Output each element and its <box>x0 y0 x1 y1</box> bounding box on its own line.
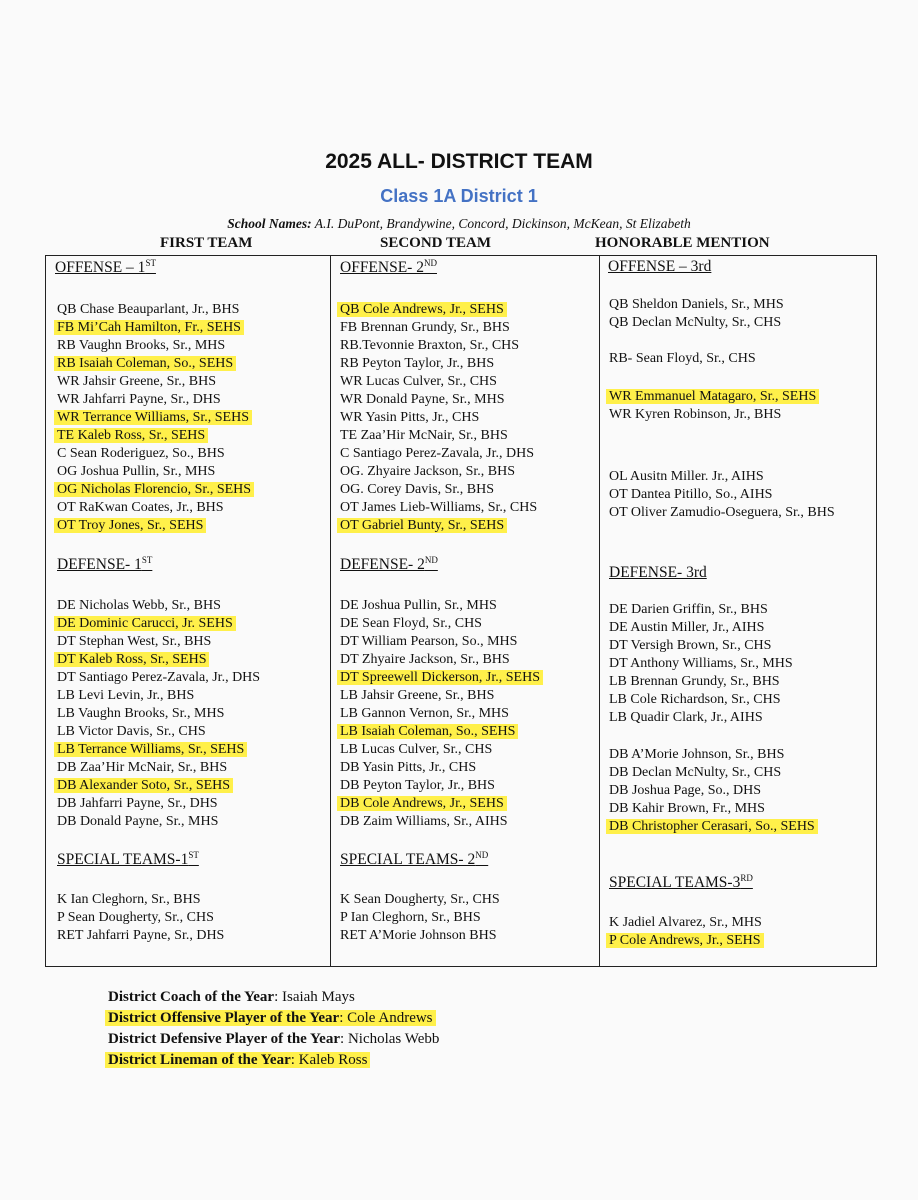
player-name: DE Sean Floyd, Sr., CHS <box>340 616 482 631</box>
player-entry <box>609 691 793 709</box>
player-entry <box>340 741 543 759</box>
player-name: DB Declan McNulty, Sr., CHS <box>609 765 782 780</box>
player-name-highlighted: WR Terrance Williams, Sr., SEHS <box>54 410 252 425</box>
player-entry <box>340 615 543 633</box>
player-name-highlighted: OG Nicholas Florencio, Sr., SEHS <box>54 482 254 497</box>
list-special-3rd <box>609 914 764 950</box>
player-name: WR Lucas Culver, Sr., CHS <box>340 374 497 389</box>
player-entry <box>340 759 543 777</box>
player-name: WR Jahsir Greene, Sr., BHS <box>57 374 217 389</box>
player-entry <box>340 319 537 337</box>
player-entry <box>57 891 224 909</box>
player-name: C Sean Roderiguez, So., BHS <box>57 446 225 461</box>
player-entry <box>57 319 254 337</box>
award-highlight: District Offensive Player of the Year: Cole Andrews <box>105 1010 436 1026</box>
player-name: RET Jahfarri Payne, Sr., DHS <box>57 928 225 943</box>
player-name: LB Brennan Grundy, Sr., BHS <box>609 674 780 689</box>
player-entry <box>340 337 537 355</box>
player-entry <box>57 499 254 517</box>
player-entry <box>57 481 254 499</box>
award-highlight: District Defensive Player of the Year: Nicholas Webb <box>108 1031 440 1047</box>
player-name-highlighted: LB Isaiah Coleman, So., SEHS <box>337 724 518 739</box>
player-entry <box>340 355 537 373</box>
player-entry <box>340 777 543 795</box>
player-entry <box>57 373 254 391</box>
player-name: DB Yasin Pitts, Jr., CHS <box>340 760 477 775</box>
list-defense-2nd <box>340 597 543 831</box>
section-special-1st: SPECIAL TEAMS-1ST <box>57 850 199 869</box>
section-offense-3rd: OFFENSE – 3rd <box>608 258 712 275</box>
player-entry <box>57 723 260 741</box>
player-name: OL Ausitn Miller. Jr., AIHS <box>609 469 764 484</box>
player-entry <box>340 391 537 409</box>
awards-list <box>108 987 439 1071</box>
player-entry <box>609 782 818 800</box>
player-entry <box>609 388 819 406</box>
player-entry <box>57 795 260 813</box>
player-name-highlighted: RB Isaiah Coleman, So., SEHS <box>54 356 236 371</box>
player-entry <box>340 633 543 651</box>
player-name: DB Donald Payne, Sr., MHS <box>57 814 219 829</box>
player-entry <box>57 355 254 373</box>
list-offense-1st <box>57 301 254 535</box>
player-entry <box>609 637 793 655</box>
player-entry <box>340 499 537 517</box>
section-offense-2nd: OFFENSE- 2ND <box>340 258 437 277</box>
player-name-highlighted: P Cole Andrews, Jr., SEHS <box>606 933 764 948</box>
award-defensive <box>108 1029 439 1050</box>
player-name: DE Nicholas Webb, Sr., BHS <box>57 598 221 613</box>
player-name: K Sean Dougherty, Sr., CHS <box>340 892 500 907</box>
player-name: LB Lucas Culver, Sr., CHS <box>340 742 493 757</box>
player-name-highlighted: LB Terrance Williams, Sr., SEHS <box>54 742 247 757</box>
player-name-highlighted: OT Troy Jones, Sr., SEHS <box>54 518 206 533</box>
player-name: WR Kyren Robinson, Jr., BHS <box>609 407 782 422</box>
player-name: QB Chase Beauparlant, Jr., BHS <box>57 302 240 317</box>
list-offense-3rd-ol <box>609 468 835 522</box>
player-entry <box>57 615 260 633</box>
player-entry <box>609 619 793 637</box>
school-names-label: School Names: <box>227 216 312 231</box>
player-name-highlighted: FB Mi’Cah Hamilton, Fr., SEHS <box>54 320 244 335</box>
player-entry <box>57 391 254 409</box>
player-entry <box>340 927 500 945</box>
player-name: DT Versigh Brown, Sr., CHS <box>609 638 772 653</box>
list-offense-3rd-qb <box>609 296 784 332</box>
list-special-1st <box>57 891 224 945</box>
player-name: QB Sheldon Daniels, Sr., MHS <box>609 297 784 312</box>
player-entry <box>340 481 537 499</box>
player-name: K Ian Cleghorn, Sr., BHS <box>57 892 201 907</box>
player-name: RB- Sean Floyd, Sr., CHS <box>609 351 756 366</box>
section-offense-1st: OFFENSE – 1ST <box>55 258 156 277</box>
player-name: DB Joshua Page, So., DHS <box>609 783 762 798</box>
player-name-highlighted: DT Spreewell Dickerson, Jr., SEHS <box>337 670 543 685</box>
column-divider <box>599 255 600 967</box>
player-name: DE Austin Miller, Jr., AIHS <box>609 620 765 635</box>
player-entry <box>609 932 764 950</box>
player-name: WR Yasin Pitts, Jr., CHS <box>340 410 480 425</box>
player-name-highlighted: QB Cole Andrews, Jr., SEHS <box>337 302 507 317</box>
player-entry <box>57 517 254 535</box>
player-entry <box>609 314 784 332</box>
award-lineman <box>108 1050 439 1071</box>
player-name: LB Gannon Vernon, Sr., MHS <box>340 706 509 721</box>
player-entry <box>609 764 818 782</box>
player-name: DT Santiago Perez-Zavala, Jr., DHS <box>57 670 261 685</box>
section-defense-2nd: DEFENSE- 2ND <box>340 555 438 574</box>
player-name-highlighted: DE Dominic Carucci, Jr. SEHS <box>54 616 236 631</box>
player-entry <box>340 651 543 669</box>
player-name: DE Joshua Pullin, Sr., MHS <box>340 598 497 613</box>
player-entry <box>57 705 260 723</box>
player-entry <box>609 504 835 522</box>
section-defense-3rd: DEFENSE- 3rd <box>609 564 707 581</box>
list-offense-3rd-wr <box>609 388 819 424</box>
player-entry <box>340 597 543 615</box>
player-name: OT Dantea Pitillo, So., AIHS <box>609 487 773 502</box>
school-names-list: A.I. DuPont, Brandywine, Concord, Dickinson, McKean, St Elizabeth <box>314 216 691 231</box>
player-name: DB Zaa’Hir McNair, Sr., BHS <box>57 760 228 775</box>
player-name: DT Stephan West, Sr., BHS <box>57 634 212 649</box>
player-entry <box>340 909 500 927</box>
player-entry <box>340 427 537 445</box>
player-name: LB Victor Davis, Sr., CHS <box>57 724 206 739</box>
player-entry <box>340 409 537 427</box>
player-name: OT RaKwan Coates, Jr., BHS <box>57 500 224 515</box>
player-name: DB Peyton Taylor, Jr., BHS <box>340 778 495 793</box>
player-name: QB Declan McNulty, Sr., CHS <box>609 315 782 330</box>
player-name: DB Jahfarri Payne, Sr., DHS <box>57 796 218 811</box>
player-name: P Ian Cleghorn, Sr., BHS <box>340 910 481 925</box>
player-entry <box>57 927 224 945</box>
player-name: OG. Zhyaire Jackson, Sr., BHS <box>340 464 515 479</box>
player-name-highlighted: OT Gabriel Bunty, Sr., SEHS <box>337 518 507 533</box>
player-name-highlighted: TE Kaleb Ross, Sr., SEHS <box>54 428 208 443</box>
player-name: LB Jahsir Greene, Sr., BHS <box>340 688 495 703</box>
player-entry <box>609 406 819 424</box>
list-defense-3rd-front <box>609 601 793 727</box>
player-entry <box>57 633 260 651</box>
player-name: DB A’Morie Johnson, Sr., BHS <box>609 747 785 762</box>
player-name: WR Donald Payne, Sr., MHS <box>340 392 505 407</box>
player-entry <box>340 373 537 391</box>
player-entry <box>57 669 260 687</box>
player-entry <box>57 427 254 445</box>
player-name: OT James Lieb-Williams, Sr., CHS <box>340 500 538 515</box>
player-entry <box>609 709 793 727</box>
school-names <box>0 216 918 232</box>
player-entry <box>609 746 818 764</box>
player-entry <box>340 669 543 687</box>
player-entry <box>609 486 835 504</box>
award-coach <box>108 987 439 1008</box>
award-highlight: District Coach of the Year: Isaiah Mays <box>108 989 355 1005</box>
player-entry <box>340 445 537 463</box>
col-head-second: SECOND TEAM <box>380 235 491 251</box>
page-title: 2025 ALL- DISTRICT TEAM <box>325 150 593 173</box>
player-name: FB Brennan Grundy, Sr., BHS <box>340 320 510 335</box>
list-defense-1st <box>57 597 260 831</box>
player-entry <box>609 350 756 368</box>
player-entry <box>57 777 260 795</box>
player-name: C Santiago Perez-Zavala, Jr., DHS <box>340 446 535 461</box>
player-name: LB Vaughn Brooks, Sr., MHS <box>57 706 225 721</box>
player-name-highlighted: DT Kaleb Ross, Sr., SEHS <box>54 652 209 667</box>
player-entry <box>340 301 537 319</box>
player-entry <box>57 651 260 669</box>
player-name: K Jadiel Alvarez, Sr., MHS <box>609 915 762 930</box>
player-name: TE Zaa’Hir McNair, Sr., BHS <box>340 428 508 443</box>
player-entry <box>609 673 793 691</box>
player-name: OT Oliver Zamudio-Oseguera, Sr., BHS <box>609 505 835 520</box>
player-entry <box>609 296 784 314</box>
player-name-highlighted: DB Christopher Cerasari, So., SEHS <box>606 819 818 834</box>
player-entry <box>340 687 543 705</box>
player-name: OG Joshua Pullin, Sr., MHS <box>57 464 216 479</box>
player-entry <box>609 601 793 619</box>
section-defense-1st: DEFENSE- 1ST <box>57 555 153 574</box>
player-entry <box>340 517 537 535</box>
player-name-highlighted: DB Cole Andrews, Jr., SEHS <box>337 796 507 811</box>
player-entry <box>609 655 793 673</box>
player-entry <box>609 914 764 932</box>
player-name-highlighted: WR Emmanuel Matagaro, Sr., SEHS <box>606 389 819 404</box>
player-name: WR Jahfarri Payne, Sr., DHS <box>57 392 221 407</box>
player-entry <box>57 409 254 427</box>
player-entry <box>57 337 254 355</box>
section-special-2nd: SPECIAL TEAMS- 2ND <box>340 850 489 869</box>
section-special-3rd: SPECIAL TEAMS-3RD <box>609 873 753 892</box>
list-defense-3rd-db <box>609 746 818 836</box>
player-entry <box>57 463 254 481</box>
award-highlight: District Lineman of the Year: Kaleb Ross <box>105 1052 370 1068</box>
player-entry <box>57 909 224 927</box>
col-head-honorable: HONORABLE MENTION <box>595 235 770 251</box>
player-name: DB Kahir Brown, Fr., MHS <box>609 801 765 816</box>
player-name: DT William Pearson, So., MHS <box>340 634 518 649</box>
player-entry <box>340 705 543 723</box>
player-name: DB Zaim Williams, Sr., AIHS <box>340 814 508 829</box>
player-entry <box>57 759 260 777</box>
player-entry <box>340 795 543 813</box>
player-entry <box>609 800 818 818</box>
player-entry <box>57 597 260 615</box>
player-name: DT Anthony Williams, Sr., MHS <box>609 656 793 671</box>
page-subtitle: Class 1A District 1 <box>380 186 538 206</box>
player-name: RET A’Morie Johnson BHS <box>340 928 497 943</box>
list-offense-2nd <box>340 301 537 535</box>
player-entry <box>340 891 500 909</box>
list-special-2nd <box>340 891 500 945</box>
player-name: P Sean Dougherty, Sr., CHS <box>57 910 214 925</box>
player-name: DT Zhyaire Jackson, Sr., BHS <box>340 652 510 667</box>
player-entry <box>57 687 260 705</box>
player-entry <box>57 301 254 319</box>
player-name: RB Peyton Taylor, Jr., BHS <box>340 356 495 371</box>
player-entry <box>57 813 260 831</box>
player-name: OG. Corey Davis, Sr., BHS <box>340 482 495 497</box>
col-head-first: FIRST TEAM <box>160 235 253 251</box>
list-offense-3rd-rb <box>609 350 756 368</box>
player-name-highlighted: DB Alexander Soto, Sr., SEHS <box>54 778 233 793</box>
award-offensive <box>108 1008 439 1029</box>
player-entry <box>609 818 818 836</box>
player-entry <box>57 741 260 759</box>
player-name: RB Vaughn Brooks, Sr., MHS <box>57 338 226 353</box>
player-name: RB.Tevonnie Braxton, Sr., CHS <box>340 338 520 353</box>
player-entry <box>340 723 543 741</box>
player-entry <box>57 445 254 463</box>
player-entry <box>609 468 835 486</box>
player-name: LB Cole Richardson, Sr., CHS <box>609 692 781 707</box>
player-entry <box>340 463 537 481</box>
player-entry <box>340 813 543 831</box>
player-name: DE Darien Griffin, Sr., BHS <box>609 602 768 617</box>
player-name: LB Quadir Clark, Jr., AIHS <box>609 710 763 725</box>
player-name: LB Levi Levin, Jr., BHS <box>57 688 195 703</box>
column-divider <box>330 255 331 967</box>
